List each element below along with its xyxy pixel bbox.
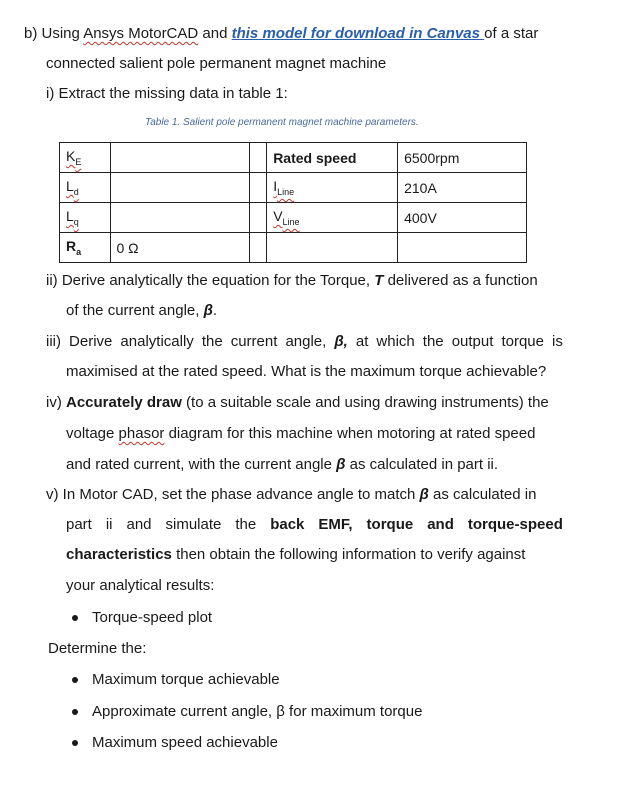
table-row bbox=[60, 233, 527, 263]
table-row bbox=[60, 173, 527, 203]
symbol-cell: $R_a$ bbox=[60, 233, 111, 263]
app-name: Ansys MotorCAD bbox=[83, 25, 199, 42]
param-value-cell: 400V bbox=[398, 203, 527, 233]
part-v-line-2: part ii and simulate the back EMF, torque and torque-speed bbox=[66, 516, 563, 533]
bullet-icon bbox=[72, 740, 78, 746]
part-iv-line-1: iv) Accurately draw (to a suitable scale and using drawing instruments) the bbox=[46, 394, 549, 411]
part-v-line-3: characteristics then obtain the following information to verify against bbox=[66, 546, 526, 563]
part-iii-line-1: iii) Derive analytically the current angle, β, at which the output torque is bbox=[46, 333, 563, 350]
part-i: i) Extract the missing data in table 1: bbox=[46, 85, 288, 102]
param-value-cell: 210A bbox=[398, 173, 527, 203]
bullet-icon bbox=[72, 709, 78, 715]
bullet-icon bbox=[72, 677, 78, 683]
param-label-cell bbox=[267, 233, 398, 263]
determine-heading: Determine the: bbox=[48, 640, 147, 657]
symbol-cell: $L_q$ bbox=[60, 203, 111, 233]
param-value-cell: 6500rpm bbox=[398, 143, 527, 173]
part-v-line-1: v) In Motor CAD, set the phase advance angle to match β as calculated in bbox=[46, 486, 537, 503]
value-cell[interactable] bbox=[110, 143, 249, 173]
spacer-cell bbox=[249, 203, 267, 233]
value-cell: 0 Ω bbox=[110, 233, 249, 263]
table-row bbox=[60, 203, 527, 233]
download-link[interactable]: this model for download in Canvas bbox=[231, 25, 485, 42]
list-item: Maximum torque achievable bbox=[92, 671, 280, 688]
table-caption: Table 1. Salient pole permanent magnet machine parameters. bbox=[145, 117, 419, 128]
part-v-line-4: your analytical results: bbox=[66, 577, 215, 594]
heading-line-1: b) Using Ansys MotorCAD and this model for download in Canvas of a star bbox=[24, 25, 539, 42]
parameters-table bbox=[59, 142, 527, 263]
param-label-cell: Rated speed bbox=[267, 143, 398, 173]
part-ii-line-2: of the current angle, β. bbox=[66, 302, 218, 319]
heading-line-2: connected salient pole permanent magnet machine bbox=[46, 55, 387, 72]
part-iv-line-2: voltage phasor diagram for this machine when motoring at rated speed bbox=[66, 425, 536, 442]
part-iii-line-2: maximised at the rated speed. What is the maximum torque achievable? bbox=[66, 363, 547, 380]
list-item: Torque-speed plot bbox=[92, 609, 213, 626]
symbol-cell: $L_d$ bbox=[60, 173, 111, 203]
value-cell[interactable] bbox=[110, 173, 249, 203]
spacer-cell bbox=[249, 173, 267, 203]
spacer-cell bbox=[249, 143, 267, 173]
list-item: Maximum speed achievable bbox=[92, 734, 278, 751]
bullet-icon bbox=[72, 615, 78, 621]
part-ii-line-1: ii) Derive analytically the equation for the Torque, T delivered as a function bbox=[46, 272, 538, 289]
spacer-cell bbox=[249, 233, 267, 263]
param-label-cell: $V_{Line}$ bbox=[267, 203, 398, 233]
list-item: Approximate current angle, β for maximum torque bbox=[92, 703, 423, 720]
value-cell[interactable] bbox=[110, 203, 249, 233]
symbol-cell: $K_E$ bbox=[60, 143, 111, 173]
table-row bbox=[60, 143, 527, 173]
param-value-cell bbox=[398, 233, 527, 263]
param-label-cell: $I_{Line}$ bbox=[267, 173, 398, 203]
part-iv-line-3: and rated current, with the current angle β as calculated in part ii. bbox=[66, 456, 499, 473]
